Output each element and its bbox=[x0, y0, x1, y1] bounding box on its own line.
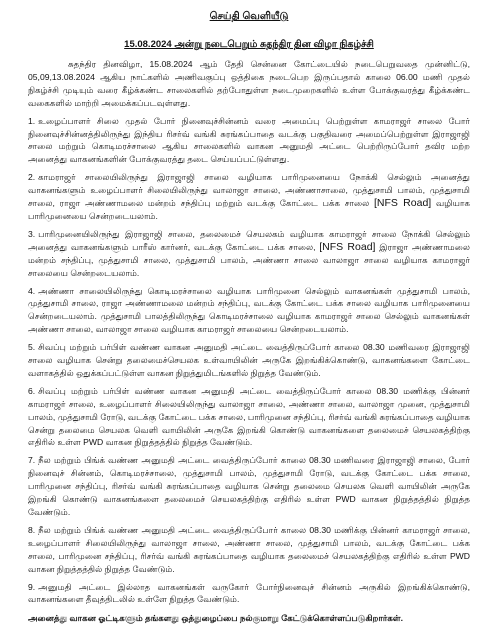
page-title bbox=[28, 10, 470, 24]
item-number: 1. bbox=[28, 115, 36, 126]
list-item-9 bbox=[28, 581, 470, 607]
item-text: சிவப்பு மற்றும் பர்பிள் வண்ண வாகன அனுமதி அட்டை வைத்திருப்போர் காலை 08.30 மணிக்கு பின்னர் காமராஜர் சாலை, உழைப்பாளர் சிலையிலிருந்து வாலாஜா சாலை, அண்ணா சாலை, வாலாஜா முனை, முத்துசாமி பாலம், முத்துசாமி ரோடு, வடக்கு கோட்டை பக்க சாலை, பாரிமுனை சந்திப்பு, ரிசர்வ் வங்கி சுரங்கப்பாதை வழியாக சென்று தலைமை செயலக வெளி வாயிலின் அருகே இறங்கி கொண்டு வாகனங்களை தலைமைச் செயலகத்திற்கு எதிரில் உள்ள PWD வாகன நிறுத்தத்தில் நிறுத்த வேண்டும். bbox=[28, 385, 470, 448]
intro-paragraph: சுதந்திர தினவிழா, 15.08.2024 ஆம் தேதி சென்னை கோட்டையில் நடைபெறுவதை முன்னிட்டு, 05,09,13.08.2024 ஆகிய நாட்களில் அணிவகுப்பு ஒத்திகை நடைபெற இருப்பதால் காலை 06.00 மணி முதல் நிகழ்ச்சி முடியும் வரை கீழ்க்கண்ட சாலைகளில் தற்போதுள்ள நடைமுறைகளில் உள்ள போக்குவரத்து கீழ்க்கண்ட வகைகளில் மாற்றி அமைக்கப்படவுள்ளது. bbox=[28, 59, 470, 108]
item-number: 7. bbox=[28, 455, 36, 466]
subtitle-text: 15.08.2024 அன்று நடைபெறும் சுதந்திர தின விழா நிகழ்ச்சி bbox=[124, 39, 374, 50]
item-text: உழைப்பாளர் சிலை முதல் போர் நினைவுச்சின்னம் வரை அமைப்பு பெற்றுள்ள காமராஜர் சாலை போர் நினைவுச்சின்னத்திலிருந்து இந்திய ரிசர்வ் வங்கி சுரங்கப்பாதை வடக்கு பகுதிவரை அமைப்பெற்றுள்ள இராஜாஜி சாலை மற்றும் கொடிமரச்சாலை ஆகிய சாலைகளில் வாகன அனுமதி அட்டை பெற்றிருப்போர் தவிர மற்ற அனைத்து வாகனங்களின் போக்குவரத்து தடை செய்யப்பட்டுள்ளது. bbox=[28, 115, 470, 165]
item-number: 4. bbox=[28, 285, 36, 296]
list-item-6 bbox=[28, 385, 470, 450]
item-number: 3. bbox=[28, 228, 36, 239]
item-text: நீல மற்றும் பிங்க் வண்ண அனுமதி அட்டை வைத்திருப்போர் காலை 08.30 மணிவரை இராஜாஜி சாலை, போர் நினைவுச் சின்னம், கொடிமரச்சாலை, முத்துசாமி பாலம், முத்துசாமி ரோடு, வடக்கு கோட்டை பக்க சாலை, பாரிமுனை சந்திப்பு, ரிசர்வ் வங்கி சுரங்கப்பாதை வழியாக சென்று தலைமை செயலக வெளி வாயிலின் அருகே இறங்கி கொண்டு வாகனங்களை தலைமைச் செயலகத்திற்கு எதிரில் உள்ள PWD வாகன நிறுத்தத்தில் நிறுத்த வேண்டும். bbox=[28, 455, 470, 517]
item-text: அனுமதி அட்டை இல்லாத வாகனங்கள் வருகோர் போர்நினைவுச் சின்னம் அருகில் இறங்கிக்கொண்டு, வாகனங்களை தீவுத்திடலில் உள்ளே நிறுத்த வேண்டும். bbox=[28, 581, 470, 605]
closing-note: அனைத்து வாகன ஓட்டிகளும் தங்களது ஒத்துழைப்பை நல்குமாறு கேட்டுக்கொள்ளப்படுகிறார்கள். bbox=[28, 613, 403, 624]
road-tag: [NFS Road] bbox=[373, 197, 432, 210]
list-item-8 bbox=[28, 524, 470, 576]
item-text: நீல மற்றும் பிங்க் வண்ண அனுமதி அட்டை வைத்திருப்போர் காலை 08.30 மணிக்கு பின்னர் காமராஜர் சாலை, உழைப்பாளர் சிலையிலிருந்து வாலாஜா சாலை, அண்ணா சாலை, முத்துசாமி பாலம், வடக்கு கோட்டை பக்க சாலை, பாரிமுனை சந்திப்பு, ரிசர்வ் வங்கி சுரங்கப்பாதை வழியாக தலைமைச் செயலகத்திற்கு எதிரில் உள்ள PWD வாகன நிறுத்தத்தில் நிறுத்த வேண்டும். bbox=[28, 524, 470, 574]
item-number: 9. bbox=[28, 581, 36, 592]
list-item-2 bbox=[28, 171, 470, 223]
item-text: காமராஜர் சாலையிலிருந்து இராஜாஜி சாலை வழியாக பாரிமுனையை நோக்கி செல்லும் அனைத்து வாகனங்களும் உழைப்பாளர் சிலையிலிருந்து வாலாஜா சாலை, அண்ணாசாலை, முத்துசாமி பாலம், முத்துசாமி சாலை, ராஜா அண்ணாமலை மன்றம் சந்திப்பு மற்றும் வடக்கு கோட்டை பக்க சாலை bbox=[28, 172, 470, 209]
item-number: 6. bbox=[28, 385, 36, 396]
item-text: பாரிமுனையிலிருந்து இராஜாஜி சாலை, தலைமைச் செயலகம் வழியாக காமராஜர் சாலை நோக்கி செல்லும் அனைத்து வாகனங்களும் பாரீஸ் கார்னர், வடக்கு கோட்டை பக்க சாலை, bbox=[28, 228, 470, 252]
list-item-4 bbox=[28, 285, 470, 337]
list-item-5 bbox=[28, 341, 470, 380]
title-text: செய்தி வெளியீடு bbox=[209, 11, 289, 22]
item-text-after: இராஜா அண்ணாமலை மன்றம் சந்திப்பு, முத்துசாமி சாலை, முத்துசாமி பாலம், அண்ணா சாலை வாலாஜா சாலை வழியாக காமராஜர் சாலையை சென்றடையலாம். bbox=[28, 241, 470, 278]
item-number: 8. bbox=[28, 524, 36, 535]
item-number: 5. bbox=[28, 342, 36, 353]
list-item-7 bbox=[28, 454, 470, 519]
road-tag: [NFS Road] bbox=[319, 240, 376, 253]
item-text: சிவப்பு மற்றும் பர்பிள் வண்ண வாகன அனுமதி அட்டை வைத்திருப்போர் காலை 08.30 மணிவரை இராஜாஜி சாலை வழியாக சென்று தலைமைச்செயலக உள்வாயிலின் அருகே இறங்கிக்கொண்டு, வாகனங்களை கோட்டை வளாகத்தில் ஒதுக்கப்பட்டுள்ள வாகன நிறுத்துமிடங்களில் நிறுத்த வேண்டும். bbox=[28, 342, 470, 378]
list-item-1 bbox=[28, 115, 470, 167]
item-text-after: வழியாக பாரிமுனையை சென்றடையலாம். bbox=[28, 198, 470, 221]
press-release-body bbox=[28, 8, 470, 633]
list-item-3 bbox=[28, 228, 470, 280]
item-number: 2. bbox=[28, 172, 36, 183]
page-subtitle bbox=[28, 38, 470, 52]
item-text: அண்ணா சாலையிலிருந்து கொடிமரச்சாலை வழியாக பாரிமுனை செல்லும் வாகனங்கள் முத்துசாமி பாலம், முத்துசாமி சாலை, ராஜா அண்ணாமலை மன்றம் சந்திப்பு, வடக்கு கோட்டை பக்க சாலை வழியாக பாரிமுனையை சென்றடையலாம். முத்துசாமி பாலத்திலிருந்து கொடிமரச்சாலை வழியாக காமராஜர் சாலை செல்லும் வாகனங்கள் அண்ணா சாலை, வாலாஜா சாலை வழியாக காமராஜர் சாலையை சென்றடையலாம். bbox=[28, 285, 470, 335]
